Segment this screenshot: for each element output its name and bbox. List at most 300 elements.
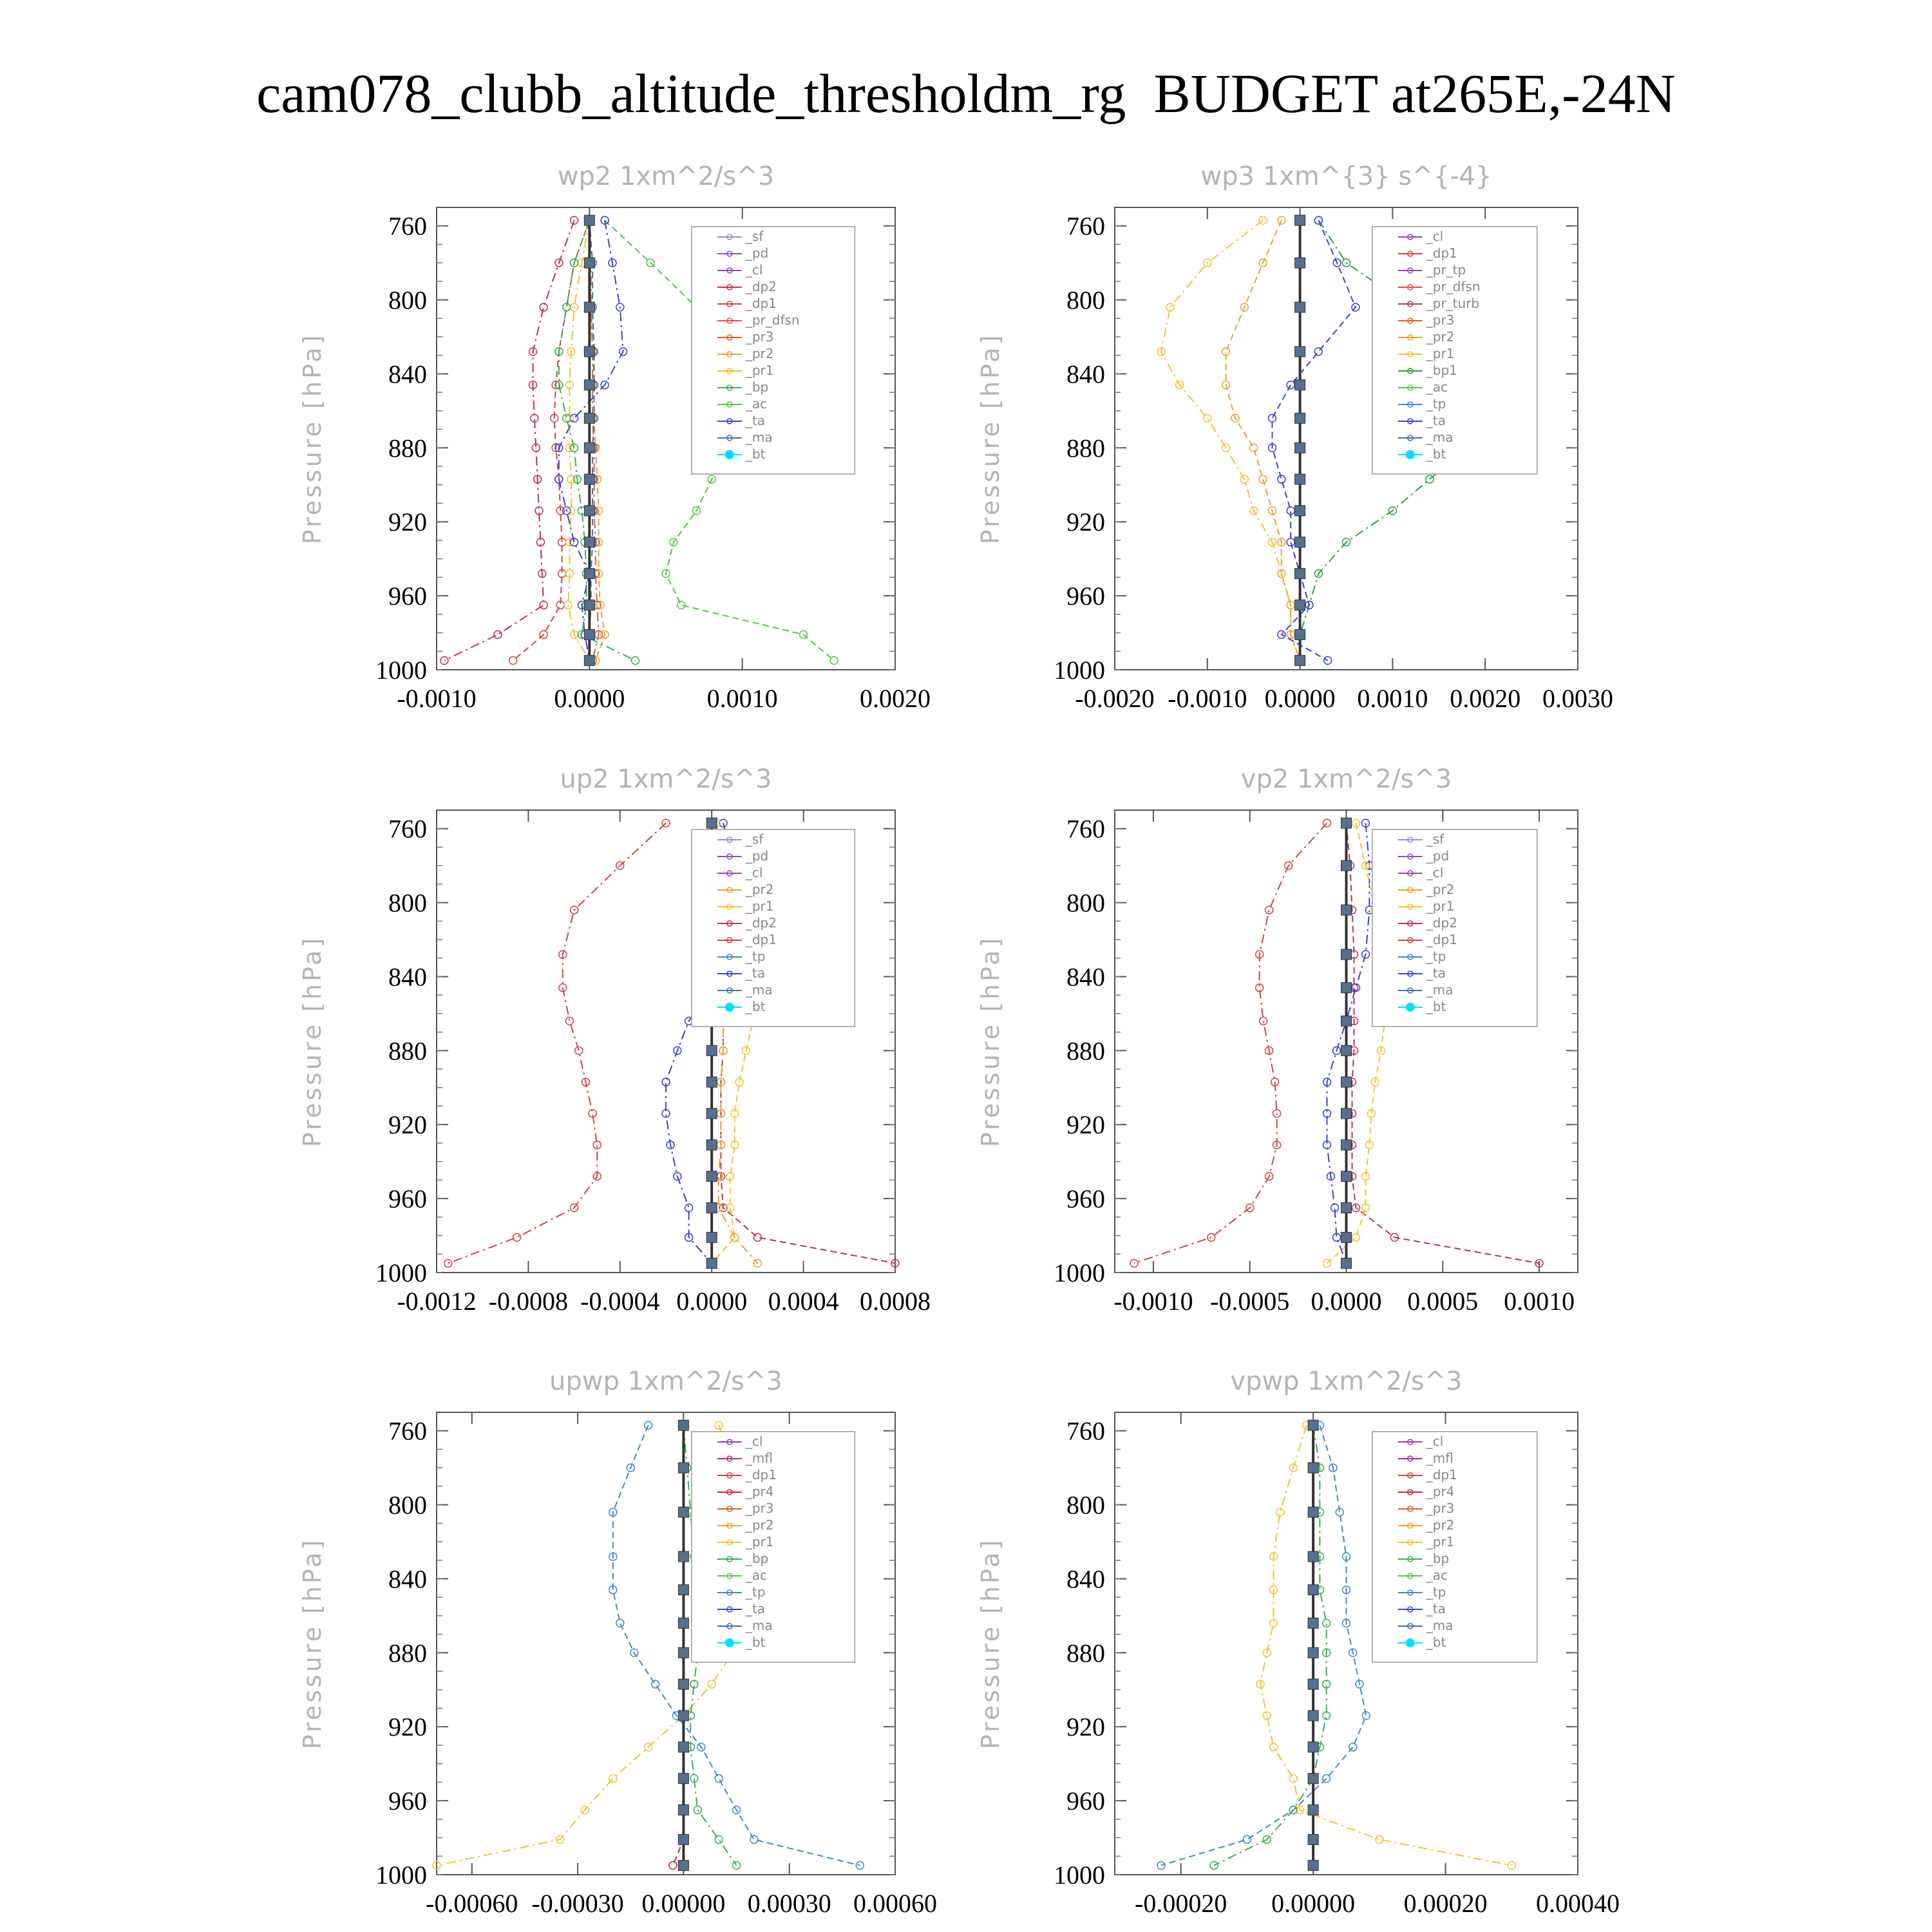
- legend-label: _pr2: [1426, 882, 1455, 897]
- data-point-tp: [645, 1421, 652, 1429]
- legend-marker: [725, 450, 734, 459]
- x-tick-label: 0.0010: [1357, 684, 1428, 713]
- data-point-bt: [678, 1420, 688, 1430]
- y-axis-label: Pressure [hPa]: [976, 332, 1005, 545]
- data-point-ac: [677, 601, 685, 609]
- chart-title: wp3 1xm^{3} s^{-4}: [1200, 162, 1492, 191]
- legend-label: _pr_dfsn: [745, 312, 800, 328]
- legend-label: _mfl: [1426, 1450, 1454, 1466]
- y-tick-label: 760: [388, 211, 427, 241]
- data-point-tp: [616, 1619, 624, 1627]
- x-tick-label: 0.00040: [1536, 1889, 1620, 1918]
- data-point-bt: [584, 380, 594, 390]
- data-point-tp: [652, 1680, 659, 1688]
- data-point-dp2: [540, 303, 547, 311]
- y-tick-label: 920: [388, 1712, 427, 1742]
- legend-label: _bt: [745, 446, 766, 462]
- data-point-bp1: [1426, 475, 1434, 483]
- data-point-bt: [584, 656, 594, 666]
- legend-label: _pr2: [1426, 329, 1455, 345]
- x-tick-label: 0.0020: [1450, 684, 1521, 713]
- data-point-bt: [1295, 656, 1305, 666]
- data-point-bt: [584, 346, 594, 357]
- data-point-bt: [1308, 1742, 1318, 1752]
- data-point-bp: [733, 1862, 741, 1870]
- series-line-pr2: [1226, 220, 1300, 661]
- data-point-bp: [715, 1835, 723, 1843]
- data-point-pr1: [715, 1421, 723, 1429]
- data-point-bt: [584, 629, 594, 639]
- y-tick-label: 920: [388, 1110, 427, 1140]
- data-point-bt: [678, 1507, 688, 1517]
- data-point-pr2: [1259, 475, 1267, 483]
- y-tick-label: 800: [1066, 285, 1105, 315]
- data-point-dp1: [565, 1017, 573, 1025]
- data-point-bt: [1295, 474, 1305, 484]
- series-line-dp2: [444, 220, 574, 661]
- y-tick-label: 880: [388, 433, 427, 463]
- legend-label: _pr4: [745, 1484, 774, 1499]
- x-tick-label: -0.00030: [531, 1889, 624, 1918]
- chart-title: wp2 1xm^2/s^3: [557, 162, 775, 191]
- y-tick-label: 960: [1066, 1184, 1105, 1214]
- legend-label: _ma: [1426, 430, 1454, 445]
- data-point-ta: [1278, 475, 1285, 483]
- x-tick-label: -0.0004: [580, 1287, 660, 1316]
- data-point-bt: [706, 1140, 717, 1150]
- data-point-bt: [1341, 1232, 1352, 1242]
- series-line-ta: [1273, 220, 1356, 661]
- x-tick-label: 0.0000: [1311, 1287, 1382, 1316]
- data-point-bt: [678, 1585, 688, 1595]
- data-point-bt: [1295, 413, 1305, 423]
- data-point-tp: [1323, 1775, 1331, 1783]
- legend-label: _pr_turb: [1426, 296, 1480, 311]
- data-point-bt: [678, 1742, 688, 1752]
- legend-marker: [725, 1003, 734, 1012]
- legend-label: _tp: [1426, 396, 1446, 412]
- data-point-bt: [1295, 629, 1305, 639]
- data-point-bt: [1308, 1585, 1318, 1595]
- x-tick-label: -0.0010: [1168, 684, 1247, 713]
- data-point-pr1: [1222, 444, 1230, 451]
- legend-label: _bt: [745, 999, 766, 1014]
- legend-marker: [1406, 450, 1415, 459]
- x-tick-label: -0.0005: [1210, 1287, 1290, 1316]
- data-point-bt: [706, 1077, 717, 1087]
- legend-label: _cl: [745, 865, 763, 880]
- legend-label: _cl: [1426, 229, 1444, 244]
- data-point-bt: [1308, 1618, 1318, 1628]
- x-tick-label: 0.0000: [554, 684, 625, 713]
- data-point-bt: [1341, 1045, 1352, 1056]
- data-point-bt: [1308, 1804, 1318, 1815]
- legend-label: _pr1: [1426, 346, 1455, 361]
- chart-panel-4: [976, 764, 1578, 1316]
- data-point-dp1: [1260, 1017, 1267, 1025]
- data-point-bt: [584, 506, 594, 516]
- legend-label: _ma: [745, 982, 773, 998]
- legend-marker: [1406, 1638, 1415, 1647]
- data-point-bt: [1308, 1774, 1318, 1784]
- data-point-pr1: [564, 601, 572, 609]
- data-point-bt: [1295, 537, 1305, 547]
- data-point-pr4: [669, 1862, 677, 1870]
- data-point-bt: [706, 1258, 717, 1269]
- y-tick-label: 920: [1066, 1712, 1105, 1742]
- series-line-dp1: [1134, 823, 1327, 1264]
- y-axis-label: Pressure [hPa]: [298, 332, 327, 545]
- series-line-dp1: [448, 823, 666, 1264]
- chart-panel-1: [298, 162, 931, 713]
- chart-panel-3: [298, 764, 931, 1316]
- data-point-ta: [1314, 216, 1322, 224]
- legend-label: _ta: [745, 1601, 765, 1616]
- y-tick-label: 920: [388, 507, 427, 537]
- x-tick-label: 0.00060: [853, 1889, 937, 1918]
- x-tick-label: 0.0010: [706, 684, 778, 713]
- y-axis-label: Pressure [hPa]: [298, 1537, 327, 1750]
- y-tick-label: 760: [1066, 1416, 1105, 1446]
- x-tick-label: -0.0012: [397, 1287, 477, 1316]
- x-tick-label: 0.0000: [676, 1287, 748, 1316]
- legend-label: _dp2: [745, 915, 777, 931]
- data-point-ac: [830, 657, 838, 665]
- data-point-bt: [1308, 1647, 1318, 1658]
- data-point-dp2: [540, 601, 547, 609]
- data-point-pr1: [1270, 1619, 1278, 1627]
- data-point-ta: [685, 1204, 693, 1211]
- legend-label: _ac: [745, 1567, 768, 1583]
- y-tick-label: 800: [1066, 888, 1105, 918]
- data-point-bt: [678, 1679, 688, 1689]
- x-tick-label: 0.0005: [1407, 1287, 1479, 1316]
- data-point-dp1: [1265, 906, 1273, 914]
- legend-label: _ta: [745, 965, 765, 981]
- data-point-ta: [1314, 348, 1322, 355]
- data-point-bt: [678, 1647, 688, 1658]
- data-point-tp: [1349, 1743, 1357, 1751]
- data-point-bt: [1308, 1679, 1318, 1689]
- data-point-bt: [1295, 302, 1305, 312]
- y-tick-label: 960: [388, 582, 427, 611]
- legend-label: _pr3: [745, 329, 774, 345]
- y-tick-label: 840: [388, 359, 427, 389]
- x-tick-label: -0.00020: [1135, 1889, 1227, 1918]
- data-point-bt: [584, 302, 594, 312]
- data-point-pr1: [1166, 303, 1174, 311]
- x-tick-label: 0.00000: [1271, 1889, 1356, 1918]
- chart-panel-6: [976, 1367, 1620, 1918]
- y-tick-label: 880: [1066, 1638, 1105, 1668]
- legend-label: _bp: [745, 1551, 769, 1566]
- data-point-bt: [584, 442, 594, 453]
- legend-label: _ma: [1426, 982, 1454, 998]
- data-point-bt: [1341, 1258, 1352, 1269]
- data-point-bt: [584, 258, 594, 268]
- legend-label: _ma: [1426, 1618, 1454, 1633]
- x-tick-label: -0.00060: [426, 1889, 518, 1918]
- legend-label: _dp1: [1426, 245, 1457, 261]
- legend-label: _pr3: [745, 1501, 774, 1516]
- data-point-tp: [750, 1835, 758, 1843]
- data-point-bt: [1308, 1710, 1318, 1721]
- y-tick-label: 840: [1066, 962, 1105, 992]
- legend-label: _pr2: [1426, 1517, 1455, 1533]
- data-point-pr1: [1204, 414, 1211, 422]
- data-point-bt: [1295, 346, 1305, 357]
- y-tick-label: 1000: [375, 656, 427, 685]
- y-tick-label: 1000: [1054, 656, 1105, 685]
- chart-title: upwp 1xm^2/s^3: [549, 1367, 782, 1396]
- chart-title: vpwp 1xm^2/s^3: [1230, 1367, 1463, 1396]
- data-point-bt: [678, 1804, 688, 1815]
- legend-label: _dp1: [745, 1467, 777, 1482]
- legend-marker: [725, 1638, 734, 1647]
- y-tick-label: 960: [1066, 582, 1105, 611]
- legend-label: _pr1: [745, 1534, 774, 1549]
- y-tick-label: 880: [388, 1036, 427, 1066]
- data-point-pr1: [609, 1775, 617, 1783]
- data-point-bt: [1341, 905, 1352, 915]
- y-tick-label: 920: [1066, 507, 1105, 537]
- legend-box: [1372, 1432, 1537, 1662]
- legend-label: _dp1: [745, 932, 777, 947]
- legend-label: _dp2: [1426, 915, 1457, 931]
- data-point-bp: [1323, 1619, 1331, 1627]
- data-point-bt: [706, 1045, 717, 1056]
- data-point-bt: [584, 413, 594, 423]
- y-tick-label: 920: [1066, 1110, 1105, 1140]
- data-point-bt: [1295, 215, 1305, 225]
- y-tick-label: 840: [388, 962, 427, 992]
- data-point-ta: [1287, 381, 1294, 389]
- legend-label: _bt: [745, 1634, 766, 1650]
- data-point-dp1: [1323, 819, 1331, 827]
- y-tick-label: 880: [1066, 1036, 1105, 1066]
- legend-label: _pr1: [745, 363, 774, 378]
- legend-label: _pr1: [1426, 1534, 1455, 1549]
- data-point-bt: [1295, 506, 1305, 516]
- data-point-bp: [632, 657, 639, 665]
- data-point-tp: [715, 1775, 723, 1783]
- y-tick-label: 1000: [1054, 1258, 1105, 1287]
- legend-label: _pr4: [1426, 1484, 1455, 1499]
- series-line-pr4: [673, 1425, 683, 1866]
- x-tick-label: -0.0010: [397, 684, 477, 713]
- data-point-bt: [706, 1108, 717, 1119]
- data-point-bt: [1308, 1861, 1318, 1871]
- legend-label: _ac: [745, 396, 768, 412]
- legend-label: _dp1: [1426, 1467, 1457, 1482]
- data-point-bt: [1341, 1016, 1352, 1026]
- data-point-tp: [1243, 1835, 1251, 1843]
- data-point-pr2: [1250, 444, 1258, 451]
- x-tick-label: 0.00030: [747, 1889, 831, 1918]
- x-tick-label: -0.0008: [488, 1287, 569, 1316]
- series-line-pr1: [1161, 220, 1300, 661]
- data-point-bt: [678, 1618, 688, 1628]
- legend-label: _ma: [745, 1618, 773, 1633]
- y-tick-label: 800: [388, 888, 427, 918]
- data-point-dp2: [440, 657, 448, 665]
- legend-label: _bt: [1426, 999, 1446, 1014]
- data-point-pr1: [1352, 1233, 1359, 1241]
- data-point-dp1: [444, 1260, 452, 1267]
- data-point-bt: [706, 1232, 717, 1242]
- data-point-bt: [1341, 1171, 1352, 1182]
- data-point-bt: [584, 569, 594, 579]
- legend-label: _bp: [1426, 1551, 1450, 1566]
- data-point-bt: [1341, 1140, 1352, 1150]
- data-point-bt: [706, 1202, 717, 1213]
- data-point-bt: [678, 1861, 688, 1871]
- y-tick-label: 800: [388, 1490, 427, 1520]
- legend-label: _pr_dfsn: [1426, 279, 1481, 294]
- y-tick-label: 880: [388, 1638, 427, 1668]
- legend-label: _pr3: [1426, 1501, 1455, 1516]
- data-point-bt: [1341, 949, 1352, 960]
- data-point-bt: [1295, 442, 1305, 453]
- y-tick-label: 760: [1066, 814, 1105, 844]
- legend-label: _pr1: [745, 898, 774, 914]
- data-point-dp1: [1130, 1260, 1138, 1267]
- x-tick-label: -0.0020: [1075, 684, 1155, 713]
- y-axis-label: Pressure [hPa]: [976, 935, 1005, 1148]
- legend-label: _cl: [745, 1434, 763, 1449]
- legend-label: _ta: [1426, 413, 1446, 428]
- data-point-ta: [571, 414, 578, 422]
- data-point-bp: [694, 1806, 701, 1814]
- legend-label: _pr2: [745, 346, 774, 361]
- y-axis-label: Pressure [hPa]: [976, 1537, 1005, 1750]
- x-tick-label: 0.0000: [1264, 684, 1336, 713]
- data-point-dp1: [1208, 1233, 1215, 1241]
- data-point-ta: [1287, 538, 1294, 546]
- legend-label: _sf: [745, 229, 764, 244]
- x-tick-label: 0.0008: [860, 1287, 931, 1316]
- data-point-bt: [678, 1551, 688, 1562]
- chart-title: vp2 1xm^2/s^3: [1240, 764, 1452, 794]
- data-point-ta: [1268, 414, 1276, 422]
- x-tick-label: 0.0020: [860, 684, 931, 713]
- data-point-bt: [1295, 258, 1305, 268]
- chart-title: up2 1xm^2/s^3: [560, 764, 772, 794]
- data-point-bt: [584, 474, 594, 484]
- legend-label: _pr_tp: [1426, 262, 1466, 278]
- legend-label: _ta: [1426, 1601, 1446, 1616]
- data-point-bt: [584, 215, 594, 225]
- data-point-bt: [678, 1834, 688, 1844]
- data-point-bt: [1295, 380, 1305, 390]
- x-tick-label: 0.0004: [768, 1287, 839, 1316]
- legend-label: _sf: [745, 831, 764, 847]
- legend-marker: [1406, 1003, 1415, 1012]
- data-point-bt: [678, 1774, 688, 1784]
- legend-label: _ac: [1426, 1567, 1448, 1583]
- legend-label: _ta: [745, 413, 765, 428]
- y-tick-label: 760: [1066, 211, 1105, 241]
- data-point-bt: [1341, 1202, 1352, 1213]
- x-tick-label: 0.0030: [1542, 684, 1613, 713]
- legend-label: _mfl: [745, 1450, 773, 1466]
- legend-label: _pr2: [745, 882, 774, 897]
- y-tick-label: 960: [388, 1184, 427, 1214]
- x-tick-label: -0.0010: [1113, 1287, 1193, 1316]
- legend-label: _pr3: [1426, 312, 1455, 328]
- data-point-ta: [1324, 657, 1332, 665]
- data-point-dp1: [1273, 1110, 1281, 1117]
- y-axis-label: Pressure [hPa]: [298, 935, 327, 1148]
- data-point-bt: [584, 600, 594, 610]
- x-tick-label: 0.00000: [641, 1889, 726, 1918]
- data-point-dp1: [513, 1233, 521, 1241]
- data-point-dp1: [509, 657, 517, 665]
- data-point-bt: [1341, 818, 1352, 828]
- y-tick-label: 960: [1066, 1786, 1105, 1816]
- data-point-bt: [1341, 1108, 1352, 1119]
- legend-label: _pr2: [745, 1517, 774, 1533]
- legend-label: _bt: [1426, 1634, 1446, 1650]
- legend-label: _pd: [745, 245, 769, 261]
- y-tick-label: 1000: [375, 1258, 427, 1287]
- series-line-bp: [1214, 1425, 1327, 1866]
- data-point-bt: [1295, 569, 1305, 579]
- legend-label: _cl: [1426, 865, 1444, 880]
- legend-label: _pd: [1426, 848, 1450, 864]
- legend-label: _tp: [1426, 1584, 1446, 1600]
- data-point-bt: [706, 818, 717, 828]
- data-point-pr2: [753, 1260, 761, 1267]
- legend-label: _dp1: [745, 296, 777, 311]
- legend-label: _tp: [745, 1584, 766, 1600]
- data-point-dp2: [494, 630, 502, 638]
- y-tick-label: 760: [388, 1416, 427, 1446]
- y-tick-label: 880: [1066, 433, 1105, 463]
- data-point-bt: [1308, 1463, 1318, 1473]
- legend-label: _tp: [1426, 949, 1446, 964]
- data-point-bt: [1295, 600, 1305, 610]
- y-tick-label: 1000: [1054, 1861, 1105, 1889]
- data-point-bt: [678, 1710, 688, 1721]
- chart-panel-5: [298, 1367, 937, 1918]
- legend-label: _ta: [1426, 965, 1446, 981]
- legend-label: _ac: [1426, 379, 1448, 395]
- data-point-bt: [584, 537, 594, 547]
- legend-label: _pr1: [1426, 898, 1455, 914]
- legend-label: _bt: [1426, 446, 1446, 462]
- y-tick-label: 800: [388, 285, 427, 315]
- data-point-bt: [1341, 1077, 1352, 1087]
- y-tick-label: 840: [1066, 1564, 1105, 1594]
- data-point-ta: [1352, 984, 1359, 992]
- data-point-bp: [571, 444, 578, 451]
- data-point-bt: [1341, 860, 1352, 871]
- legend-label: _ma: [745, 430, 773, 445]
- y-tick-label: 840: [388, 1564, 427, 1594]
- data-point-bt: [1308, 1834, 1318, 1844]
- y-tick-label: 1000: [375, 1861, 427, 1889]
- chart-panel-2: [976, 162, 1613, 713]
- data-point-tp: [1157, 1862, 1165, 1870]
- x-tick-label: 0.00020: [1403, 1889, 1488, 1918]
- data-point-bt: [1341, 983, 1352, 993]
- data-point-pr2: [1278, 216, 1285, 224]
- y-tick-label: 760: [388, 814, 427, 844]
- data-point-bt: [678, 1463, 688, 1473]
- data-point-bt: [706, 1171, 717, 1182]
- legend-label: _tp: [745, 949, 766, 964]
